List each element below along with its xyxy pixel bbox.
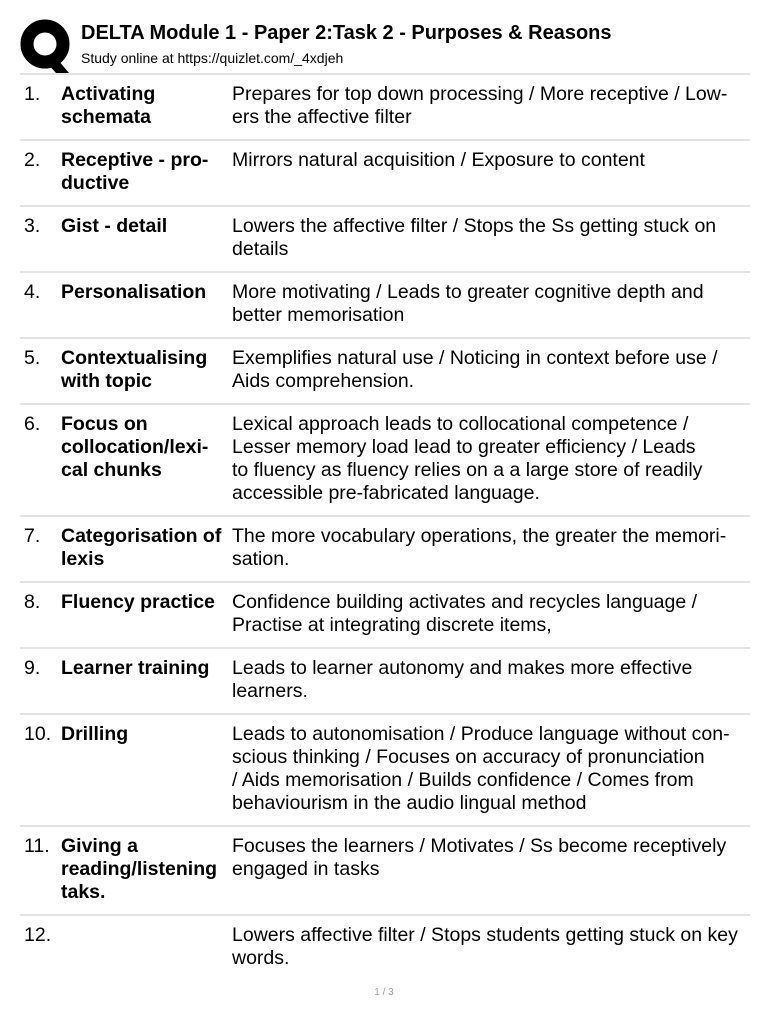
definition bbox=[232, 149, 747, 172]
row-number: 2. bbox=[24, 149, 41, 171]
term-line: ductive bbox=[61, 172, 130, 194]
definition-line: sation. bbox=[232, 548, 290, 570]
term bbox=[61, 525, 231, 571]
term-line: collocation/lexi- bbox=[61, 436, 209, 458]
table-row bbox=[20, 273, 750, 339]
term-line: Learner training bbox=[61, 657, 210, 679]
term-line: Fluency practice bbox=[61, 591, 215, 613]
definition-line: Confidence building activates and recycles language / bbox=[232, 591, 698, 613]
term bbox=[61, 413, 231, 482]
definition-line: words. bbox=[232, 947, 290, 969]
definition-line: Lowers affective filter / Stops students getting stuck on key bbox=[232, 924, 738, 946]
term bbox=[61, 281, 231, 304]
definition bbox=[232, 723, 747, 815]
definition bbox=[232, 215, 747, 261]
page-header bbox=[20, 16, 750, 74]
flashcard-table bbox=[20, 73, 750, 984]
definition-line: ers the affective filter bbox=[232, 106, 412, 128]
term-line: reading/listening bbox=[61, 858, 218, 880]
term bbox=[61, 149, 231, 195]
term-line: schemata bbox=[61, 106, 151, 128]
term-line: Activating bbox=[61, 83, 156, 105]
definition bbox=[232, 83, 747, 129]
table-row bbox=[20, 517, 750, 583]
table-row bbox=[20, 339, 750, 405]
definition-line: Leads to learner autonomy and makes more effective bbox=[232, 657, 693, 679]
table-row bbox=[20, 75, 750, 141]
row-number: 4. bbox=[24, 281, 41, 303]
row-number: 7. bbox=[24, 525, 41, 547]
term bbox=[61, 83, 231, 129]
table-row bbox=[20, 649, 750, 715]
definition bbox=[232, 657, 747, 703]
definition-line: / Aids memorisation / Builds confidence / Comes from bbox=[232, 769, 694, 791]
row-number: 8. bbox=[24, 591, 41, 613]
definition bbox=[232, 413, 747, 505]
term bbox=[61, 657, 231, 680]
term-line: with topic bbox=[61, 370, 152, 392]
table-row bbox=[20, 405, 750, 517]
definition-line: behaviourism in the audio lingual method bbox=[232, 792, 587, 814]
definition-line: Lesser memory load lead to greater efficiency / Leads bbox=[232, 436, 696, 458]
term-line: Contextualising bbox=[61, 347, 208, 369]
definition-line: scious thinking / Focuses on accuracy of pronunciation bbox=[232, 746, 705, 768]
row-number: 1. bbox=[24, 83, 41, 105]
row-number: 6. bbox=[24, 413, 41, 435]
definition-line: Mirrors natural acquisition / Exposure to content bbox=[232, 149, 645, 171]
definition bbox=[232, 281, 747, 327]
term-line: Receptive - pro- bbox=[61, 149, 209, 171]
table-row bbox=[20, 207, 750, 273]
row-number: 3. bbox=[24, 215, 41, 237]
definition-line: Prepares for top down processing / More receptive / Low- bbox=[232, 83, 728, 105]
definition-line: The more vocabulary operations, the greater the memori- bbox=[232, 525, 727, 547]
definition-line: Practise at integrating discrete items, bbox=[232, 614, 552, 636]
table-row bbox=[20, 916, 750, 984]
term-line: Categorisation of bbox=[61, 525, 222, 547]
term-line: lexis bbox=[61, 548, 105, 570]
term bbox=[61, 347, 231, 393]
definition-line: accessible pre-fabricated language. bbox=[232, 482, 540, 504]
definition-line: Lexical approach leads to collocational competence / bbox=[232, 413, 689, 435]
definition-line: Lowers the affective filter / Stops the Ss getting stuck on bbox=[232, 215, 717, 237]
term-line: Gist - detail bbox=[61, 215, 168, 237]
definition-line: better memorisation bbox=[232, 304, 405, 326]
definition-line: Leads to autonomisation / Produce language without con- bbox=[232, 723, 730, 745]
row-number: 9. bbox=[24, 657, 41, 679]
term-line: Drilling bbox=[61, 723, 129, 745]
definition-line: More motivating / Leads to greater cognitive depth and bbox=[232, 281, 704, 303]
study-online-link[interactable]: Study online at https://quizlet.com/_4xdjeh bbox=[81, 50, 344, 66]
table-row bbox=[20, 583, 750, 649]
row-number: 10. bbox=[24, 723, 52, 745]
definition bbox=[232, 835, 747, 881]
table-row bbox=[20, 715, 750, 827]
definition-line: Aids comprehension. bbox=[232, 370, 415, 392]
term-line: taks. bbox=[61, 881, 106, 903]
row-number: 11. bbox=[24, 835, 50, 857]
table-row bbox=[20, 827, 750, 916]
row-number: 5. bbox=[24, 347, 41, 369]
row-number: 12. bbox=[24, 924, 52, 946]
definition bbox=[232, 591, 747, 637]
definition-line: learners. bbox=[232, 680, 308, 702]
term-line: Giving a bbox=[61, 835, 138, 857]
term bbox=[61, 835, 231, 904]
table-row bbox=[20, 141, 750, 207]
term bbox=[61, 591, 231, 614]
page-title: DELTA Module 1 - Paper 2:Task 2 - Purposes & Reasons bbox=[81, 22, 612, 44]
page-number: 1 / 3 bbox=[374, 987, 394, 998]
definition bbox=[232, 347, 747, 393]
definition-line: engaged in tasks bbox=[232, 858, 380, 880]
term bbox=[61, 215, 231, 238]
term-line: cal chunks bbox=[61, 459, 162, 481]
definition bbox=[232, 525, 747, 571]
definition-line: Focuses the learners / Motivates / Ss become receptively bbox=[232, 835, 727, 857]
definition-line: details bbox=[232, 238, 289, 260]
definition bbox=[232, 924, 747, 970]
term-line: Focus on bbox=[61, 413, 148, 435]
definition-line: Exemplifies natural use / Noticing in context before use / bbox=[232, 347, 718, 369]
term-line: Personalisation bbox=[61, 281, 207, 303]
definition-line: to fluency as fluency relies on a a large store of readily bbox=[232, 459, 703, 481]
quizlet-logo-icon bbox=[20, 18, 72, 74]
term bbox=[61, 723, 231, 746]
